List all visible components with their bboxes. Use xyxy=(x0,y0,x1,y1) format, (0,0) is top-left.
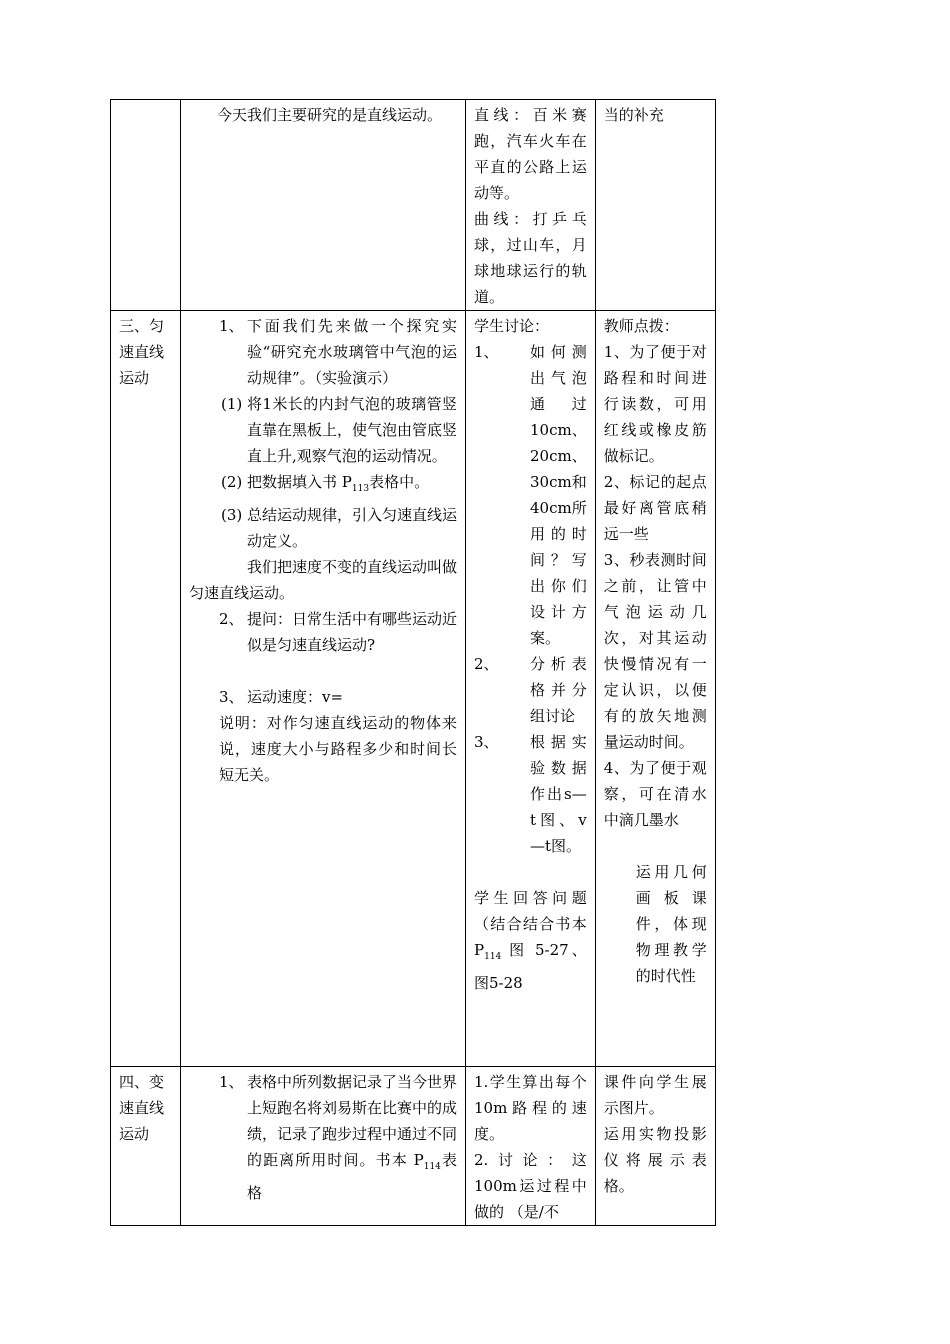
list-item: 1、 如何测出气泡通过10cm、20cm、30cm和40cm所用的时间？写出你们设计方案。 xyxy=(474,343,587,647)
tips-head: 教师点拨： xyxy=(603,317,679,335)
list-item: 3、 根据实验数据作出s—t图、v—t图。 xyxy=(474,733,587,855)
section-cell xyxy=(111,1067,181,1226)
section-title: 三、匀速直线运动 xyxy=(119,317,165,387)
student-activity-cell xyxy=(466,100,596,311)
note-text: 说明：对作匀速直线运动的物体来说，速度大小与路程多少和时间长短无关。 xyxy=(219,714,457,784)
section-cell xyxy=(111,100,181,311)
list-item: 1、 表格中所列数据记录了当今世界上短跑名将刘易斯在比赛中的成绩，记录了跑步过程中通过不同的距离所用时间。书本 $P_{114}$表格 xyxy=(219,1073,458,1202)
notes-cell xyxy=(595,100,715,311)
sub-item: (3) 总结运动规律，引入匀速直线运动定义。 xyxy=(221,506,458,550)
student-task: 2.讨论：这100m运过程中做的 （是/不 xyxy=(474,1151,587,1221)
teacher-activity-cell xyxy=(181,311,466,1067)
discussion-head: 学生讨论： xyxy=(474,317,550,335)
notes-text: 运用实物投影仪将展示表格。 xyxy=(603,1125,707,1195)
list-item: 1、 下面我们先来做一个探究实验“研究充水玻璃管中气泡的运动规律”。（实验演示） xyxy=(189,313,457,391)
notes-text: 当的补充 xyxy=(603,106,664,124)
tip-item: 1、为了便于对路程和时间进行读数，可用红线或橡皮筋做标记。 xyxy=(603,343,707,465)
list-item: 2、 分析表格并分组讨论 xyxy=(474,655,587,725)
student-activity-cell xyxy=(466,311,596,1067)
tip-item: 4、为了便于观察，可在清水中滴几墨水 xyxy=(603,759,707,829)
definition-text: 我们把速度不变的直线运动叫做匀速直线运动。 xyxy=(189,558,458,602)
list-item: 2、 提问：日常生活中有哪些运动近似是匀速直线运动? xyxy=(219,610,458,654)
straight-line-examples: 直线：百米赛跑，汽车火车在平直的公路上运动等。 xyxy=(474,106,587,202)
sub-item: (2) 把数据填入书 $P_{113}$表格中。 xyxy=(221,473,430,494)
student-task: 1.学生算出每个10m路程的速度。 xyxy=(474,1073,587,1143)
notes-cell xyxy=(595,1067,715,1226)
table-row xyxy=(111,1067,716,1226)
student-activity-cell xyxy=(466,1067,596,1226)
tip-item: 2、标记的起点最好离管底稍远一些 xyxy=(603,473,707,543)
speed-formula: 运动速度：v= xyxy=(247,688,344,706)
table-row xyxy=(111,311,716,1067)
lesson-plan-table xyxy=(110,99,716,1226)
notes-cell xyxy=(595,311,715,1067)
experiment-intro: 下面我们先来做一个探究实验“研究充水玻璃管中气泡的运动规律”。（实验演示） xyxy=(247,317,457,387)
section-cell xyxy=(111,311,181,1067)
sub-item: (1) 将1米长的内封气泡的玻璃管竖直靠在黑板上，使气泡由管底竖直上升,观察气泡的运动情况。 xyxy=(221,395,458,465)
section-title: 四、变速直线运动 xyxy=(119,1073,165,1143)
notes-text: 课件向学生展示图片。 xyxy=(603,1073,707,1117)
courseware-note: 运用几何画板课件，体现物理教学的时代性 xyxy=(635,863,707,985)
teacher-activity-cell xyxy=(181,100,466,311)
teacher-activity-cell xyxy=(181,1067,466,1226)
curve-examples: 曲线：打乒乓球，过山车，月球地球运行的轨道。 xyxy=(474,210,587,306)
student-answer: 学生回答问题（结合结合书本 $P_{114}$ 图 5-27、图5-28 xyxy=(474,889,587,992)
tip-item: 3、秒表测时间之前，让管中气泡运动几次，对其运动快慢情况有一定认识，以便有的放矢地测量运动时间。 xyxy=(603,551,707,751)
intro-text: 今天我们主要研究的是直线运动。 xyxy=(217,106,443,124)
table-row xyxy=(111,100,716,311)
list-item: 3、 运动速度：v= xyxy=(189,684,457,710)
